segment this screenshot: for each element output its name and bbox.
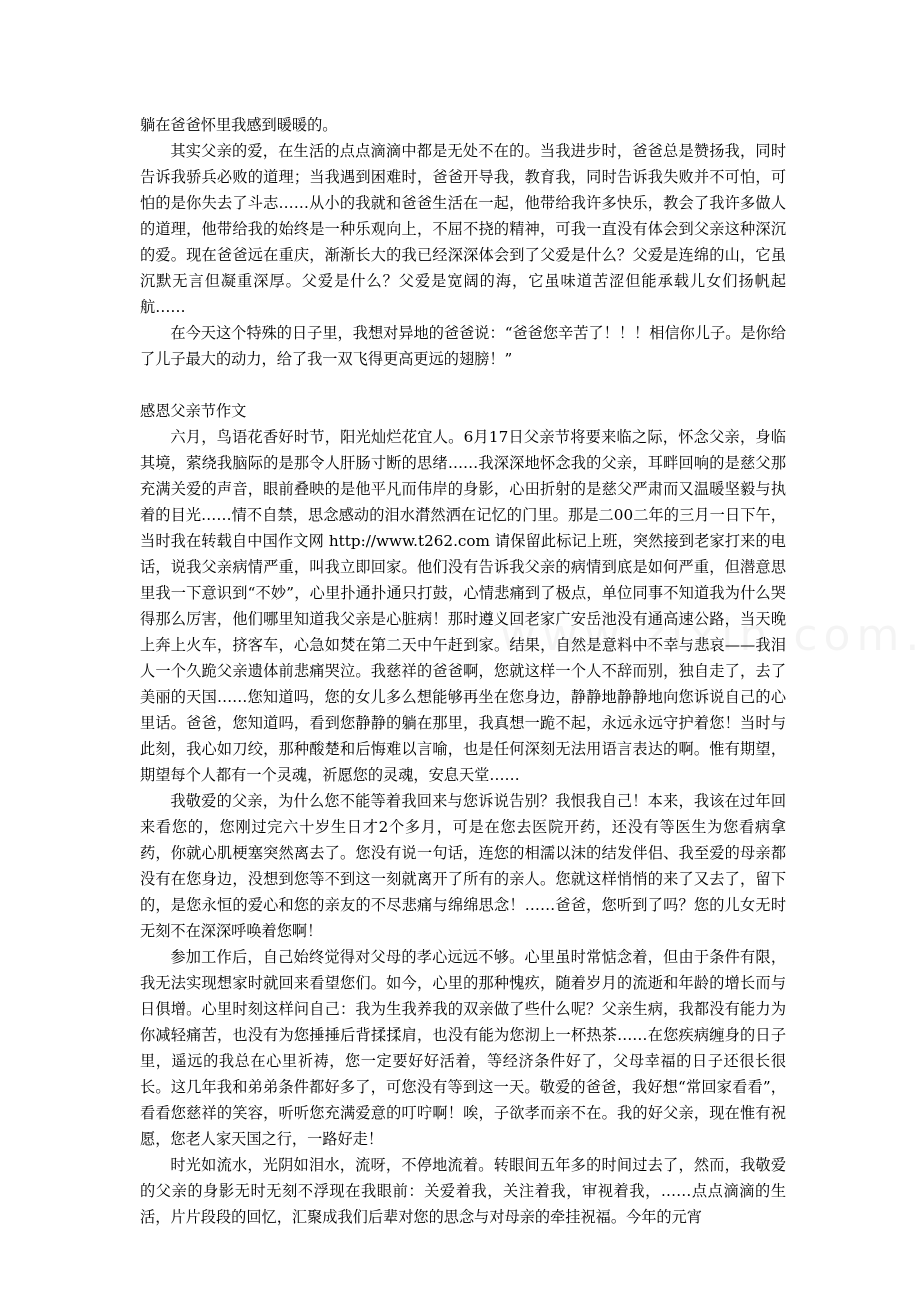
paragraph-filial-piety: 参加工作后，自己始终觉得对父母的孝心远远不够。心里虽时常惦念着，但由于条件有限，我无法实现想家时就回来看望您们。如今，心里的那种愧疚，随着岁月的流逝和年龄的增长而与日俱增。心里时刻这样问自己：我为生我养我的双亲做了些什么呢？父亲生病，我都没有能力为你减轻痛苦，也没有为您捶捶后背揉揉肩，也没有能为您沏上一杯热茶……在您疾病缠身的日子里，遥远的我总在心里祈祷，您一定要好好活着，等经济条件好了，父母幸福的日子还很长很长。这几年我和弟弟条件都好多了，可您没有等到这一天。敬爱的爸爸，我好想“常回家看看”，看看您慈祥的笑容，听听您充满爱意的叮咛啊！唉，子欲孝而亲不在。我的好父亲，现在惟有祝愿，您老人家天国之行，一路好走！ [140, 948, 786, 1148]
paragraph-continuation: 躺在爸爸怀里我感到暖暖的。 [140, 116, 338, 134]
paragraph-message-to-dad: 在今天这个特殊的日子里，我想对异地的爸爸说：“爸爸您辛苦了！！！相信你儿子。是你给了儿子最大的动力，给了我一双飞得更高更远的翅膀！” [140, 324, 786, 368]
paragraph-father-love: 其实父亲的爱，在生活的点点滴滴中都是无处不在的。当我进步时，爸爸总是赞扬我，同时告诉我骄兵必败的道理；当我遇到困难时，爸爸开导我，教育我，同时告诉我失败并不可怕，可怕的是你失去了斗志……从小的我就和爸爸生活在一起，他带给我许多快乐，教会了我许多做人的道理，他带给我的始终是一种乐观向上，不屈不挠的精神，可我一直没有体会到父亲这种深沉的爱。现在爸爸远在重庆，渐渐长大的我已经深深体会到了父爱是什么？父爱是连绵的山，它虽沉默无言但凝重深厚。父爱是什么？父爱是宽阔的海，它虽味道苦涩但能承载儿女们扬帆起航…… [140, 142, 786, 316]
paragraph-time-flows: 时光如流水，光阴如泪水，流呀，不停地流着。转眼间五年多的时间过去了，然而，我敬爱的父亲的身影无时无刻不浮现在我眼前：关爱着我，关注着我，审视着我，……点点滴滴的生活，片片段段的回忆，汇聚成我们后辈对您的思念与对母亲的牵挂祝福。今年的元宵 [140, 1156, 786, 1226]
paragraph-regret: 我敬爱的父亲，为什么您不能等着我回来与您诉说告别？我恨我自己！本来，我该在过年回来看您的，您刚过完六十岁生日才2个多月，可是在您去医院开药，还没有等医生为您看病拿药，你就心肌梗塞突然离去了。您没有说一句话，连您的相濡以沫的结发伴侣、我至爱的母亲都没有在您身边，没想到您等不到这一刻就离开了所有的亲人。您就这样悄悄的来了又去了，留下的，是您永恒的爱心和您的亲友的不尽悲痛与绵绵思念！……爸爸，您听到了吗？您的儿女无时无刻不在深深呼唤着您啊！ [140, 792, 786, 940]
document-page [140, 112, 786, 1230]
section-title: 感恩父亲节作文 [140, 402, 247, 420]
paragraph-june-memory: 六月，鸟语花香好时节，阳光灿烂花宜人。6月17日父亲节将要来临之际，怀念父亲，身临其境，萦绕我脑际的是那令人肝肠寸断的思绪……我深深地怀念我的父亲，耳畔回响的是慈父那充满关爱的声音，眼前叠映的是他平凡而伟岸的身影，心田折射的是慈父严肃而又温暖坚毅与执着的目光……情不自禁，思念感动的泪水潸然洒在记忆的门里。那是二00二年的三月一日下午，当时我在转载自中国作文网 http://www.t262.com 请保留此标记上班，突然接到老家打来的电话，说我父亲病情严重，叫我立即回家。他们没有告诉我父亲的病情到底是如何严重，但潜意思里我一下意识到“不妙”，心里扑通扑通只打鼓，心情悲痛到了极点，单位同事不知道我为什么哭得那么厉害，他们哪里知道我父亲是心脏病！那时遵义回老家广安岳池没有通高速公路，当天晚上奔上火车，挤客车，心急如焚在第二天中午赶到家。结果，自然是意料中不幸与悲哀——我泪人一个久跪父亲遗体前悲痛哭泣。我慈祥的爸爸啊，您就这样一个人不辞而别，独自走了，去了美丽的天国……您知道吗，您的女儿多么想能够再坐在您身边，静静地静静地向您诉说自己的心里话。爸爸，您知道吗，看到您静静的躺在那里，我真想一跪不起，永远永远守护着您！当时与此刻，我心如刀绞，那种酸楚和后悔难以言喻，也是任何深刻无法用语言表达的啊。惟有期望，期望每个人都有一个灵魂，祈愿您的灵魂，安息天堂…… [140, 428, 786, 784]
